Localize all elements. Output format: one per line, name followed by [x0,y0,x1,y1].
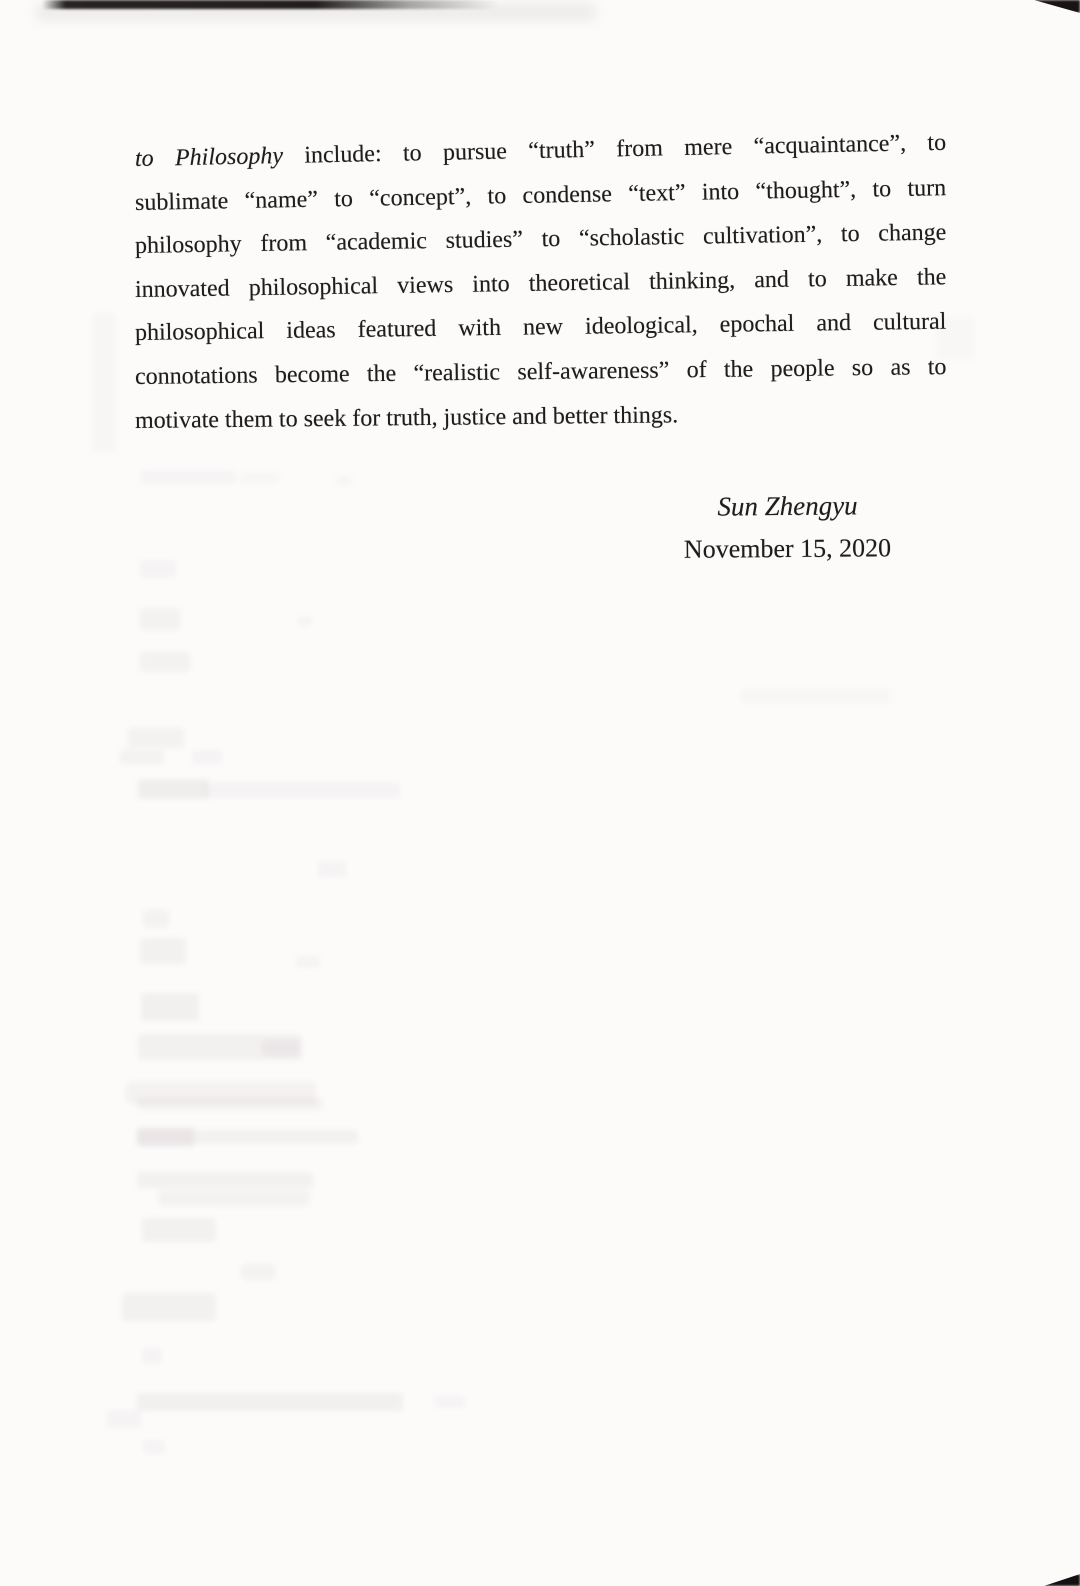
bleed-through-mark [137,1128,195,1146]
paragraph-line-6: connotations become the “realistic self-awareness” of the people so as to [134,354,947,390]
signature-block [610,487,965,568]
bleed-through-mark [740,688,890,704]
bleed-through-mark [296,956,320,968]
paragraph-line-2: sublimate “name” to “concept”, to condense “text” into “thought”, to turn [134,174,947,216]
bleed-through-mark [318,861,346,877]
bleed-through-mark [138,779,208,799]
bleed-through-mark [141,993,199,1021]
bleed-through-mark [240,472,280,484]
bleed-through-mark [128,728,184,748]
bleed-through-mark [126,1082,316,1104]
italic-book-title: to Philosophy [134,143,284,172]
bleed-through-mark [143,910,169,928]
line-text: include: to pursue “truth” from mere “acquaintance”, to [282,129,947,170]
bleed-through-mark [140,608,180,630]
bleed-through-mark [122,1293,216,1321]
signature-name: Sun Zhengyu [717,490,858,522]
bleed-through-mark [107,1410,141,1428]
bleed-through-mark [336,476,352,486]
preface-paragraph [134,129,947,443]
paragraph-line-3: philosophy from “academic studies” to “scholastic cultivation”, to change [134,219,947,260]
bleed-through-mark [143,1440,165,1454]
bleed-through-mark [205,782,400,798]
bleed-through-mark [435,1396,465,1408]
bleed-through-mark [241,1264,275,1280]
bleed-through-mark [158,1190,310,1206]
bleed-through-mark [120,750,164,764]
bleed-through-mark [138,1034,302,1060]
bleed-through-mark [298,616,312,626]
bleed-through-mark [262,1040,300,1056]
bleed-through-mark [137,1098,323,1110]
bleed-through-mark [142,1348,162,1364]
bleed-through-mark [142,1218,216,1242]
scan-corner-mark-bottom-right [1044,1574,1080,1586]
scan-edge-shadow-top [42,0,512,9]
bleed-through-mark [92,312,116,452]
bleed-through-mark [192,750,222,764]
bleed-through-mark [137,1393,403,1411]
signature-date: November 15, 2020 [683,533,892,564]
bleed-through-mark [140,470,236,484]
paragraph-line-4: innovated philosophical views into theoretical thinking, and to make the [134,264,947,303]
bleed-through-mark [140,560,176,578]
bleed-through-mark [196,1130,358,1144]
bleed-through-mark [140,652,190,672]
paragraph-line-7: motivate them to seek for truth, justice and better things. [134,401,679,434]
bleed-through-mark [137,1172,313,1188]
paragraph-line-5: philosophical ideas featured with new ideological, epochal and cultural [134,309,947,347]
bleed-through-mark [140,938,186,964]
scan-corner-mark-top-right [1034,0,1080,13]
